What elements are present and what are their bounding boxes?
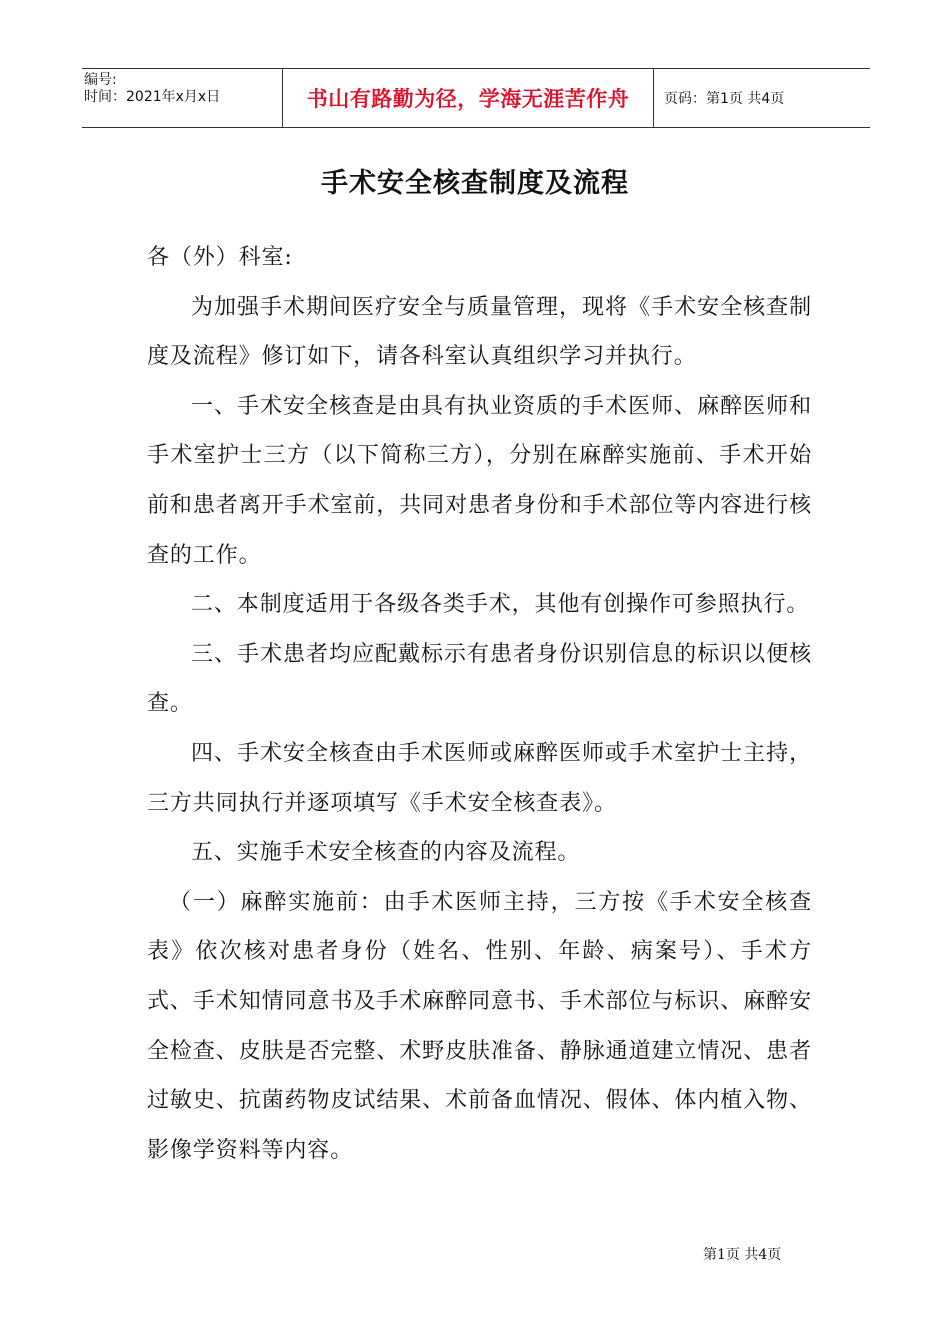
page-header bbox=[82, 68, 870, 128]
document-number-label: 编号: bbox=[84, 72, 117, 88]
clause-3-paragraph: 三、手术患者均应配戴标示有患者身份识别信息的标识以便核查。 bbox=[147, 641, 812, 717]
document-title: 手术安全核查制度及流程 bbox=[321, 168, 629, 199]
intro-paragraph: 为加强手术期间医疗安全与质量管理，现将《手术安全核查制度及流程》修订如下，请各科室认真组织学习并执行。 bbox=[147, 294, 812, 370]
salutation-paragraph: 各（外）科室: bbox=[147, 245, 293, 270]
document-time-label: 时间：2021年x月x日 bbox=[84, 89, 221, 105]
clause-2-paragraph: 二、本制度适用于各级各类手术，其他有创操作可参照执行。 bbox=[191, 592, 810, 618]
clause-5-1-paragraph: （一）麻醉实施前：由手术医师主持，三方按《手术安全核查表》依次核对患者身份（姓名、性别、年龄、病案号）、手术方式、手术知情同意书及手术麻醉同意书、手术部位与标识、麻醉安全检查、皮肤是否完整、术野皮肤准备、静脉通道建立情况、患者过敏史、抗菌药物皮试结果、术前备血情况、假体、体内植入物、影像学资料等内容。 bbox=[147, 889, 812, 1163]
header-meta bbox=[82, 69, 282, 127]
header-page-number: 页码：第1页 共4页 bbox=[664, 91, 785, 107]
clause-1-paragraph: 一、手术安全核查是由具有执业资质的手术医师、麻醉医师和手术室护士三方（以下简称三方），分别在麻醉实施前、手术开始前和患者离开手术室前，共同对患者身份和手术部位等内容进行核查的工作。 bbox=[147, 393, 812, 568]
document-body bbox=[147, 233, 812, 1175]
header-motto: 书山有路勤为径，学海无涯苦作舟 bbox=[282, 69, 654, 127]
page-footer: 第1页 共4页 bbox=[703, 1247, 782, 1263]
clause-4-paragraph: 四、手术安全核查由手术医师或麻醉医师或手术室护士主持，三方共同执行并逐项填写《手术安全核查表》。 bbox=[147, 740, 812, 816]
clause-5-paragraph: 五、实施手术安全核查的内容及流程。 bbox=[191, 840, 581, 866]
